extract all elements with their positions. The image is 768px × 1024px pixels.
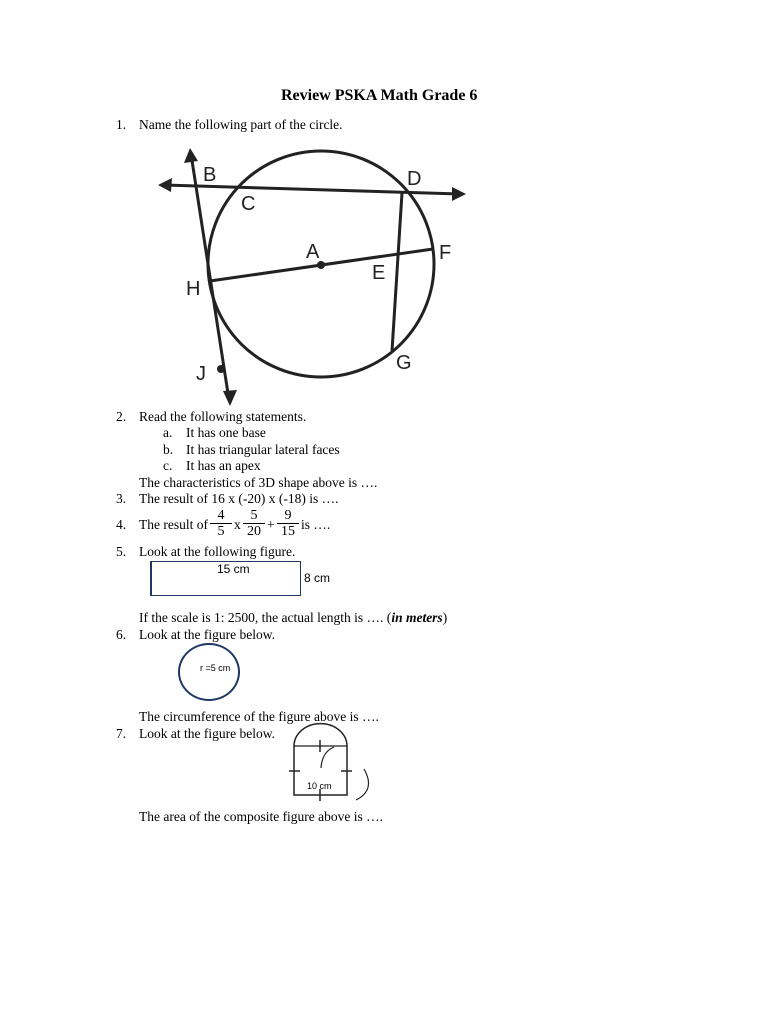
q2-number: 2. bbox=[116, 409, 127, 424]
denominator: 5 bbox=[210, 523, 232, 539]
outer-arc bbox=[356, 769, 369, 800]
q7-number: 7. bbox=[116, 726, 127, 741]
q4-operator: x bbox=[234, 517, 241, 532]
q4-number: 4. bbox=[116, 517, 127, 532]
label-h: H bbox=[186, 278, 201, 300]
label-j: J bbox=[196, 363, 206, 385]
label-d: D bbox=[407, 168, 422, 190]
q2-item-marker: b. bbox=[163, 442, 174, 457]
q5-followup-prefix: If the scale is 1: 2500, the actual length is …. ( bbox=[139, 610, 392, 625]
label-g: G bbox=[396, 352, 412, 374]
page-title: Review PSKA Math Grade 6 bbox=[281, 87, 478, 104]
q2-item-text: It has an apex bbox=[186, 458, 261, 473]
q7-text: Look at the figure below. bbox=[139, 726, 275, 741]
q2-followup: The characteristics of 3D shape above is …. bbox=[139, 475, 378, 490]
q2-item-marker: c. bbox=[163, 458, 173, 473]
denominator: 20 bbox=[243, 523, 265, 539]
q4-prefix: The result of bbox=[139, 517, 208, 532]
rect-height-label: 8 cm bbox=[304, 571, 331, 585]
inner-arc bbox=[321, 747, 334, 768]
q6-text: Look at the figure below. bbox=[139, 627, 275, 642]
q1-text: Name the following part of the circle. bbox=[139, 117, 343, 132]
label-f: F bbox=[439, 242, 452, 264]
q2-item-text: It has one base bbox=[186, 425, 266, 440]
rect-width-label: 15 cm bbox=[217, 562, 250, 576]
q2-text: Read the following statements. bbox=[139, 409, 307, 424]
label-b: B bbox=[203, 164, 217, 186]
label-a: A bbox=[306, 241, 320, 263]
side-length-label: 10 cm bbox=[307, 781, 332, 791]
q5-number: 5. bbox=[116, 544, 127, 559]
numerator: 4 bbox=[217, 508, 225, 523]
q4-suffix: is …. bbox=[301, 517, 331, 532]
numerator: 5 bbox=[250, 508, 258, 523]
radius-label: r =5 cm bbox=[200, 663, 231, 673]
numerator: 9 bbox=[284, 508, 292, 523]
q3-number: 3. bbox=[116, 491, 127, 506]
label-c: C bbox=[241, 193, 256, 215]
q5-followup-emphasis: in meters bbox=[391, 610, 443, 625]
q4-operator: + bbox=[267, 517, 275, 532]
q1-number: 1. bbox=[116, 117, 127, 132]
q6-followup: The circumference of the figure above is …. bbox=[139, 709, 379, 724]
q5-text: Look at the following figure. bbox=[139, 544, 296, 559]
denominator: 15 bbox=[277, 523, 299, 539]
label-e: E bbox=[372, 262, 386, 284]
q5-followup-suffix: ) bbox=[442, 610, 448, 625]
q7-followup: The area of the composite figure above is …. bbox=[139, 809, 384, 824]
q6-number: 6. bbox=[116, 627, 127, 642]
q2-item-marker: a. bbox=[163, 425, 173, 440]
q2-item-text: It has triangular lateral faces bbox=[186, 442, 340, 457]
q3-text: The result of 16 x (-20) x (-18) is …. bbox=[139, 491, 339, 506]
